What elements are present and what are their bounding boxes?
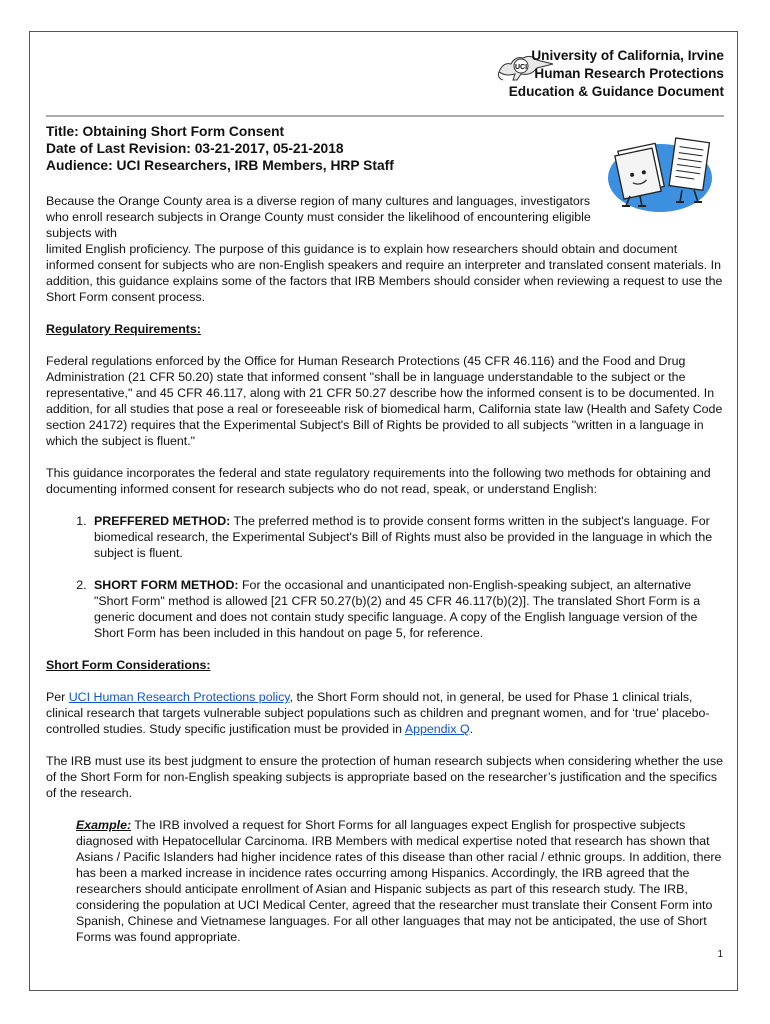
title-block xyxy=(46,123,394,174)
p1-prefix: Per xyxy=(46,690,69,704)
appendix-q-link[interactable]: Appendix Q xyxy=(404,722,470,736)
p1-middle: , the Short Form should not, in general, be used for Phase 1 clinical trials, clinical research that targets vulnerable subject populations such as children and pregnant women, and for ‘true’ placebo-controlled studies. Study specific justification must be provided in xyxy=(46,690,710,736)
regulatory-paragraph-2: This guidance incorporates the federal and state regulatory requirements into the following two methods for obtaining and documenting informed consent for research subjects who do not read, speak, or understand English: xyxy=(46,466,711,496)
doc-revision: Date of Last Revision: 03-21-2017, 05-21-2018 xyxy=(46,141,344,156)
header-university: University of California, Irvine xyxy=(531,48,724,63)
doc-audience: Audience: UCI Researchers, IRB Members, HRP Staff xyxy=(46,158,394,173)
method-text: The preferred method is to provide consent forms written in the subject's language. For biomedical research, the Experimental Subject's Bill of Rights must also be provided in the language in which the subject is fluent. xyxy=(94,514,713,560)
intro-paragraph-bottom: limited English proficiency. The purpose of this guidance is to explain how researchers should obtain and document informed consent for subjects who are non-English speakers and require an interpreter and translated consent materials. In addition, this guidance explains some of the factors that IRB Members should consider when reviewing a request to use the Short Form consent process. xyxy=(46,242,723,304)
institution-header xyxy=(509,47,724,101)
page-number: 1 xyxy=(717,949,723,960)
list-item xyxy=(90,513,726,561)
example-label: Example: xyxy=(76,818,132,832)
doc-title: Title: Obtaining Short Form Consent xyxy=(46,124,285,139)
regulatory-heading: Regulatory Requirements: xyxy=(46,322,201,336)
method-label: PREFFERED METHOD: xyxy=(94,514,231,528)
considerations-paragraph-1 xyxy=(46,689,726,737)
regulatory-paragraph-1: Federal regulations enforced by the Office for Human Research Protections (45 CFR 46.116) and the Food and Drug Administration (21 CFR 50.20) state that informed consent "shall be in language understandable to the subject or the representative," and 45 CFR 46.117, along with 21 CFR 50.27 describe how the informed consent is to be documented. In addition, for all studies that pose a real or foreseeable risk of biomedical harm, California state law (Health and Safety Code section 24172) requires that the Experimental Subject's Bill of Rights be provided to all subjects "written in a language in which the subject is fluent." xyxy=(46,354,723,448)
example-paragraph xyxy=(76,817,726,945)
logo-text: UCI xyxy=(514,64,528,71)
method-text: For the occasional and unanticipated non-English-speaking subject, an alternative "Short Form" method is allowed [21 CFR 50.27(b)(2) and 45 CFR 46.117(b)(2)]. The translated Short Form is a generic document and does not contain study specific language. A copy of the English language version of the Short Form has been included in this handout on page 5, for reference. xyxy=(94,578,701,640)
header-department: Human Research Protections xyxy=(534,66,724,81)
header-doc-type: Education & Guidance Document xyxy=(508,84,724,99)
hrp-policy-link[interactable]: UCI Human Research Protections policy xyxy=(68,690,290,704)
header-divider xyxy=(46,115,724,117)
document-page xyxy=(29,31,738,991)
example-text: The IRB involved a request for Short Forms for all languages expect English for prospective subjects diagnosed with Hepatocellular Carcinoma. IRB Members with medical expertise noted that research has shown that Asians / Pacific Islanders had higher incidence rates of this disease than other racial / ethnic groups. In addition, there has been a marked increase in incidence rates occurring among Hispanics. Accordingly, the IRB agreed that the researchers should anticipate enrollment of Asian and Hispanic subjects as part of this research study. The IRB, considering the population at UCI Medical Center, agreed that the researcher must translate their Consent Form into Spanish, Chinese and Vietnamese languages. For all other languages that may not be anticipated, the use of Short Forms was found appropriate. xyxy=(76,818,722,944)
p1-end: . xyxy=(469,722,474,736)
intro-paragraph-top: Because the Orange County area is a diverse region of many cultures and languages, investigators who enroll research subjects in Orange County must consider the likelihood of encountering eligible subjects with xyxy=(46,194,591,240)
main-content xyxy=(46,193,726,945)
considerations-paragraph-2: The IRB must use its best judgment to ensure the protection of human research subjects when considering whether the use of the Short Form for non-English speaking subjects is appropriate based on the researcher’s justification and the specifics of the research. xyxy=(46,754,724,800)
considerations-heading: Short Form Considerations: xyxy=(46,658,211,672)
list-item xyxy=(90,577,726,641)
methods-list xyxy=(46,513,726,641)
method-label: SHORT FORM METHOD: xyxy=(94,578,239,592)
